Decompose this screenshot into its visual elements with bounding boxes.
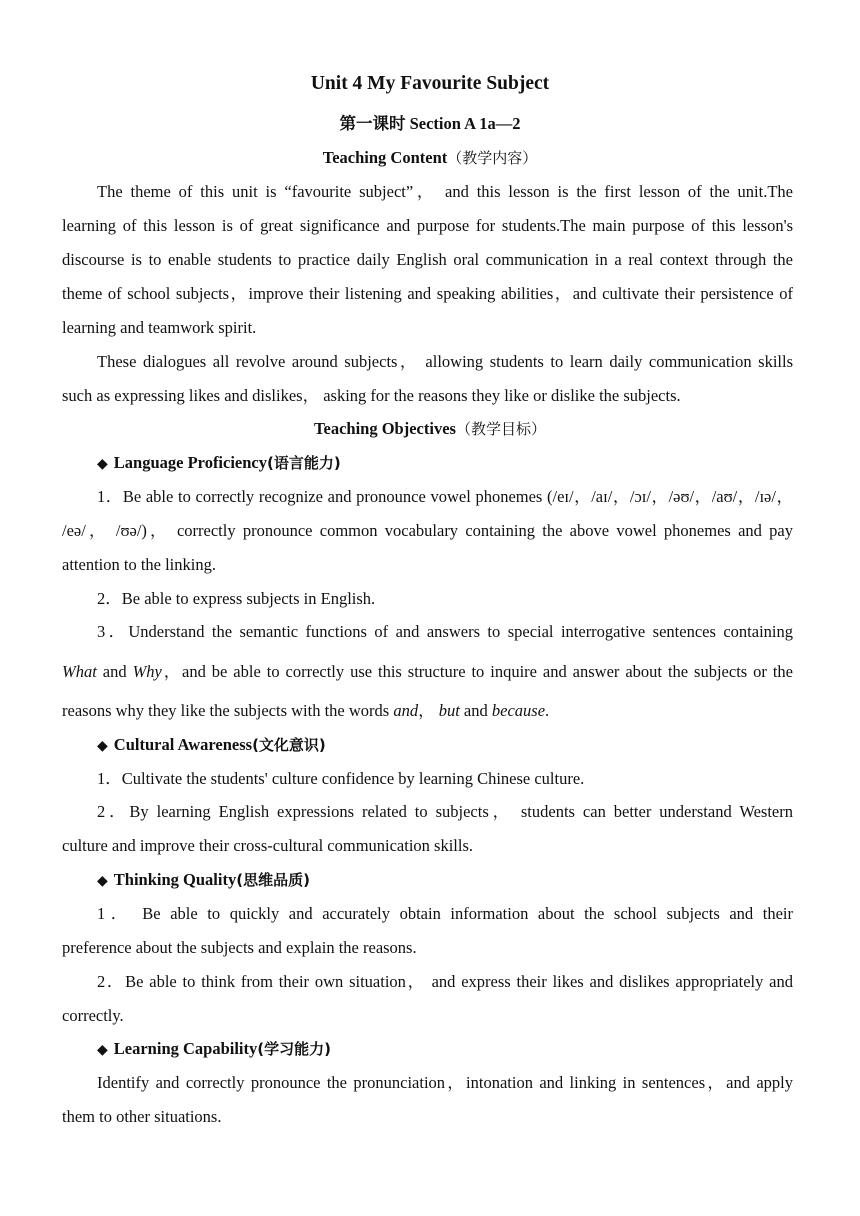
teaching-content-heading-en: Teaching Content — [322, 148, 448, 167]
thinking-quality-heading-cn: (思维品质) — [236, 871, 310, 889]
lesson-subtitle: 第一课时 Section A 1a—2 — [339, 114, 521, 133]
thinking-item1-line1: 1． Be able to quickly and accurately obtain information about the school subjects and their — [97, 904, 793, 923]
word-because-italic: because — [491, 701, 546, 720]
cultural-item2-line1: 2．By learning English expressions related to subjects， students can better understand Western — [97, 802, 793, 821]
learning-capability-heading — [97, 1039, 331, 1060]
learning-para-line1: Identify and correctly pronounce the pronunciation，intonation and linking in sentences，and apply — [97, 1073, 793, 1092]
thinking-item2-line2: correctly. — [62, 1006, 124, 1025]
content-p2-line2: such as expressing likes and dislikes， asking for the reasons they like or dislike the subjects. — [62, 386, 681, 405]
cultural-item2-line2: culture and improve their cross-cultural communication skills. — [62, 836, 474, 855]
language-item3-line3 — [62, 701, 549, 721]
item3-line2-rest: ，and be able to correctly use this structure to inquire and answer about the subjects or the — [161, 662, 793, 681]
item3-line3-comma: ， — [418, 701, 439, 720]
content-p1-line3: discourse is to enable students to practice daily English oral communication in a real context through the — [62, 250, 793, 269]
word-but-italic: but — [438, 701, 460, 720]
item3-line3-end: . — [545, 701, 550, 720]
content-p2-line1: These dialogues all revolve around subjects， allowing students to learn daily communication skills — [97, 352, 793, 371]
item3-line3-pre: reasons why they like the subjects with the words — [62, 701, 394, 720]
thinking-quality-heading — [97, 870, 310, 891]
language-item1-line3: attention to the linking. — [62, 555, 216, 574]
cultural-awareness-heading-cn: (文化意识) — [252, 736, 326, 754]
word-what: What — [62, 662, 97, 681]
learning-para-line2: them to other situations. — [62, 1107, 222, 1126]
teaching-content-heading-cn: （教学内容） — [447, 149, 538, 167]
diamond-bullet-icon: ◆ — [97, 456, 108, 472]
learning-capability-heading-cn: (学习能力) — [257, 1040, 331, 1058]
diamond-bullet-icon: ◆ — [97, 1042, 108, 1058]
cultural-item1: 1．Cultivate the students' culture confidence by learning Chinese culture. — [97, 769, 585, 788]
word-and-italic: and — [393, 701, 419, 720]
language-item3-line2 — [62, 662, 793, 682]
word-and: and — [96, 662, 133, 681]
content-p1-line4: theme of school subjects，improve their listening and speaking abilities，and cultivate their persistence of — [62, 284, 793, 303]
language-proficiency-heading-en: Language Proficiency — [113, 453, 268, 472]
word-why: Why — [132, 662, 162, 681]
content-p1-line1: The theme of this unit is “favourite subject”， and this lesson is the first lesson of the unit.The — [97, 182, 793, 201]
diamond-bullet-icon: ◆ — [97, 873, 108, 889]
teaching-content-heading — [0, 148, 860, 168]
content-p1-line5: learning and teamwork spirit. — [62, 318, 257, 337]
teaching-objectives-heading — [0, 419, 860, 439]
language-item2: 2．Be able to express subjects in English. — [97, 589, 376, 608]
document-title: Unit 4 My Favourite Subject — [310, 73, 550, 94]
language-item1-line1: 1．Be able to correctly recognize and pronounce vowel phonemes (/eɪ/，/aɪ/，/ɔɪ/，/əʊ/，/aʊ/，/ɪə/， — [97, 487, 793, 506]
content-p1-line2: learning of this lesson is of great significance and purpose for students.The main purpose of this lesson's — [62, 216, 793, 235]
thinking-item1-line2: preference about the subjects and explain the reasons. — [62, 938, 417, 957]
language-proficiency-heading — [97, 453, 341, 474]
language-item3-line1: 3．Understand the semantic functions of and answers to special interrogative sentences containing — [97, 622, 793, 641]
learning-capability-heading-en: Learning Capability — [113, 1039, 258, 1058]
language-item1-line2: /eə/， /ʊə/)， correctly pronounce common vocabulary containing the above vowel phonemes and pay — [62, 521, 793, 540]
teaching-objectives-heading-en: Teaching Objectives — [314, 419, 456, 438]
thinking-quality-heading-en: Thinking Quality — [113, 870, 237, 889]
thinking-item2-line1: 2．Be able to think from their own situation， and express their likes and dislikes appropriately and — [97, 972, 793, 991]
cultural-awareness-heading-en: Cultural Awareness — [113, 735, 253, 754]
language-proficiency-heading-cn: (语言能力) — [267, 454, 341, 472]
diamond-bullet-icon: ◆ — [97, 738, 108, 754]
item3-line3-and2: and — [459, 701, 492, 720]
teaching-objectives-heading-cn: （教学目标） — [455, 420, 546, 438]
cultural-awareness-heading — [97, 735, 326, 756]
